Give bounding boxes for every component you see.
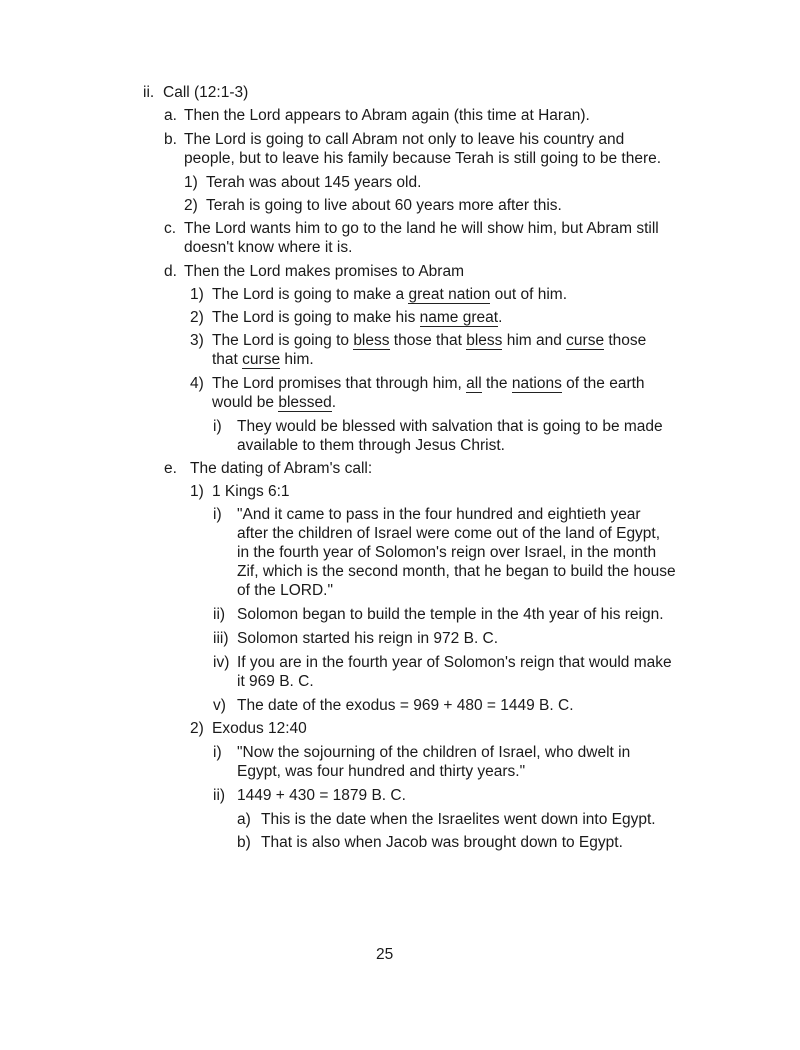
promise-item <box>212 285 567 305</box>
outline-label: 3) <box>190 332 204 349</box>
outline-label: ii) <box>213 787 226 804</box>
outline-label: e. <box>164 460 177 477</box>
outline-item: Exodus 12:40 <box>212 720 307 737</box>
outline-item-cont: it 969 B. C. <box>237 673 314 690</box>
outline-item-cont: available to them through Jesus Christ. <box>237 437 505 454</box>
outline-item-cont: people, but to leave his family because Terah is still going to be there. <box>184 150 662 167</box>
outline-item: They would be blessed with salvation that is going to be made <box>237 418 663 435</box>
outline-item: Solomon started his reign in 972 B. C. <box>237 630 499 647</box>
section-heading: Call (12:1-3) <box>163 84 249 101</box>
promise-item <box>212 331 646 351</box>
text: The Lord is going to make his <box>212 309 420 326</box>
outline-label: 2) <box>190 309 204 326</box>
underlined-text: curse <box>242 351 281 368</box>
outline-item: The Lord is going to call Abram not only to leave his country and <box>184 131 625 148</box>
outline-item: This is the date when the Israelites went down into Egypt. <box>261 811 656 828</box>
outline-label: ii) <box>213 606 226 623</box>
text: . <box>498 309 503 326</box>
outline-item: The dating of Abram's call: <box>190 460 373 477</box>
outline-item: Then the Lord appears to Abram again (this time at Haran). <box>184 107 590 124</box>
quote-line: Zif, which is the second month, that he began to build the house <box>237 563 676 580</box>
promise-item <box>212 308 502 328</box>
outline-label: a) <box>237 811 251 828</box>
outline-item: Terah is going to live about 60 years more after this. <box>206 197 562 214</box>
quote-line: of the LORD." <box>237 582 333 599</box>
promise-item-cont <box>212 350 314 370</box>
outline-item: Then the Lord makes promises to Abram <box>184 263 464 280</box>
outline-item: If you are in the fourth year of Solomon's reign that would make <box>237 654 672 671</box>
outline-label: 1) <box>190 286 204 303</box>
text: The Lord promises that through him, <box>212 375 467 392</box>
outline-label: 4) <box>190 375 204 392</box>
outline-label: 1) <box>184 174 198 191</box>
text: him and <box>502 332 567 349</box>
text: would be <box>212 394 279 411</box>
underlined-text: name great <box>419 309 499 326</box>
outline-item: The date of the exodus = 969 + 480 = 1449 B. C. <box>237 697 574 714</box>
text: him. <box>280 351 314 368</box>
quote-line: Egypt, was four hundred and thirty years." <box>237 763 526 780</box>
outline-label: a. <box>164 107 177 124</box>
text: The Lord is going to <box>212 332 354 349</box>
outline-item: The Lord wants him to go to the land he will show him, but Abram still <box>184 220 659 237</box>
quote-line: "And it came to pass in the four hundred and eightieth year <box>237 506 641 523</box>
promise-item <box>212 374 645 394</box>
text: those that <box>389 332 467 349</box>
underlined-text: all <box>466 375 482 392</box>
quote-line: "Now the sojourning of the children of Israel, who dwelt in <box>237 744 631 761</box>
text: out of him. <box>490 286 568 303</box>
outline-label: i) <box>213 744 222 761</box>
outline-item: Solomon began to build the temple in the 4th year of his reign. <box>237 606 664 623</box>
text: that <box>212 351 243 368</box>
outline-label: ii. <box>143 84 155 101</box>
quote-line: in the fourth year of Solomon's reign over Israel, in the month <box>237 544 657 561</box>
underlined-text: bless <box>353 332 390 349</box>
quote-line: after the children of Israel were come out of the land of Egypt, <box>237 525 661 542</box>
outline-label: 2) <box>184 197 198 214</box>
outline-item: That is also when Jacob was brought down to Egypt. <box>261 834 623 851</box>
outline-label: d. <box>164 263 177 280</box>
outline-label: b. <box>164 131 177 148</box>
outline-label: iii) <box>213 630 229 647</box>
outline-label: i) <box>213 418 222 435</box>
underlined-text: great nation <box>408 286 491 303</box>
text: . <box>331 394 337 411</box>
outline-item: 1 Kings 6:1 <box>212 483 290 500</box>
promise-item-cont <box>212 393 336 413</box>
text: the <box>481 375 512 392</box>
outline-label: 1) <box>190 483 204 500</box>
outline-label: c. <box>164 220 177 237</box>
text: The Lord is going to make a <box>212 286 409 303</box>
underlined-text: nations <box>511 375 562 392</box>
outline-item-cont: doesn't know where it is. <box>184 239 353 256</box>
text: of the earth <box>561 375 645 392</box>
outline-label: v) <box>213 697 226 714</box>
outline-label: iv) <box>213 654 230 671</box>
page-number: 25 <box>376 946 394 963</box>
text: those <box>604 332 647 349</box>
underlined-text: bless <box>466 332 503 349</box>
outline-label: 2) <box>190 720 204 737</box>
outline-label: i) <box>213 506 222 523</box>
outline-item: 1449 + 430 = 1879 B. C. <box>237 787 406 804</box>
outline-label: b) <box>237 834 251 851</box>
outline-item: Terah was about 145 years old. <box>206 174 422 191</box>
underlined-text: blessed <box>278 394 332 411</box>
underlined-text: curse <box>566 332 605 349</box>
